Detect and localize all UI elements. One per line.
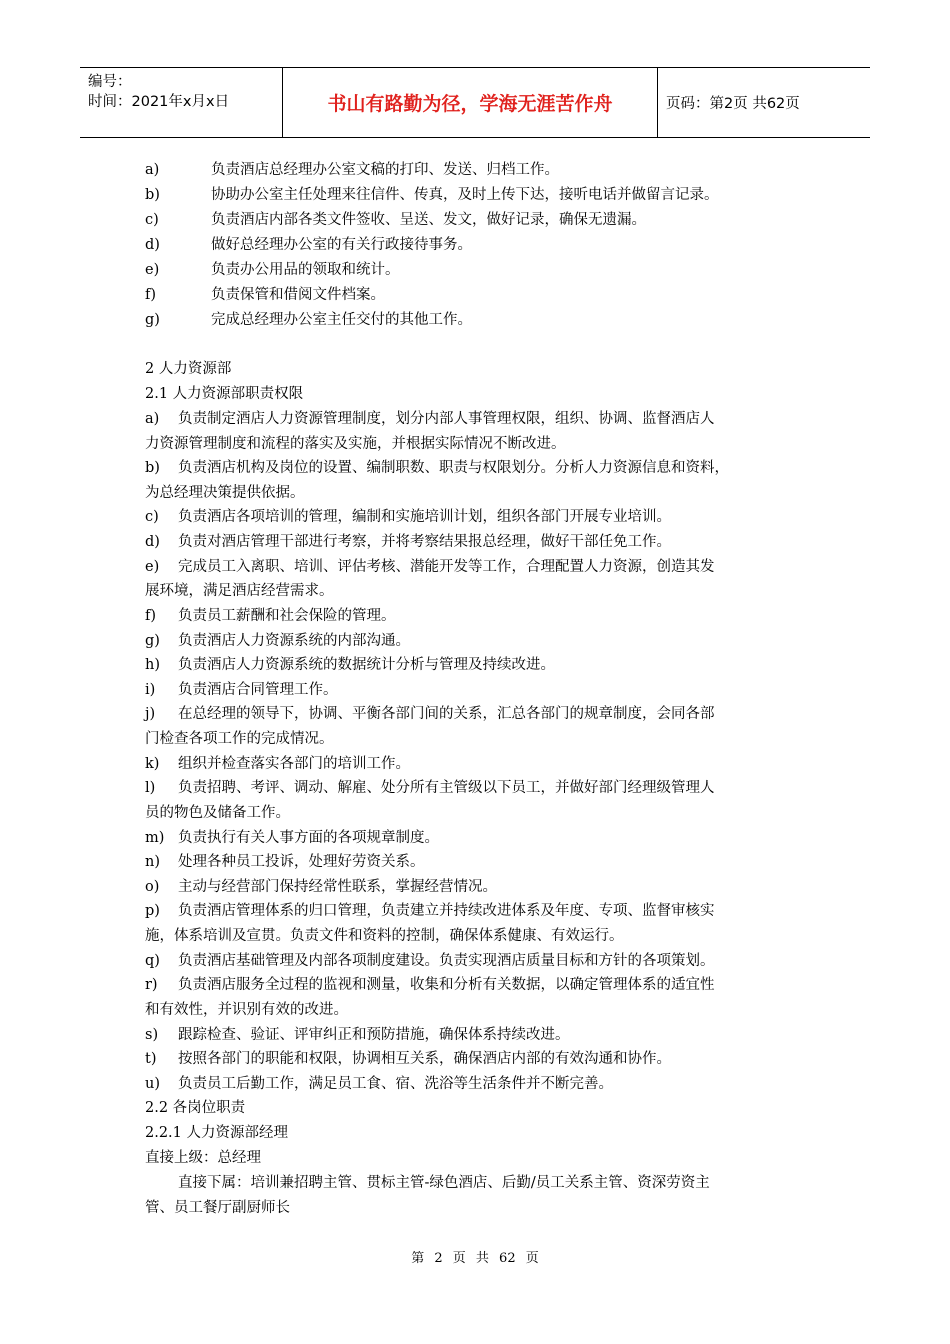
list-item — [145, 631, 410, 651]
list-item — [145, 877, 497, 897]
list-item-text: 主动与经营部门保持经常性联系，掌握经营情况。 — [178, 879, 497, 895]
list-item-label: h) — [145, 657, 160, 673]
list-item-label: m) — [145, 830, 165, 846]
list-item-text: 跟踪检查、验证、评审纠正和预防措施，确保体系持续改进。 — [178, 1027, 570, 1043]
text-line — [145, 581, 334, 601]
list-item-text: 2 人力资源部 — [145, 361, 232, 377]
list-item-text: 完成总经理办公室主任交付的其他工作。 — [211, 312, 472, 328]
list-item-text: 负责酒店机构及岗位的设置、编制职数、职责与权限划分。分析人力资源信息和资料， — [178, 460, 729, 476]
document-date: 时间：2021年x月x日 — [88, 94, 230, 110]
list-item-text: 2.1 人力资源部职责权限 — [145, 386, 304, 402]
list-item-text: 负责酒店总经理办公室文稿的打印、发送、归档工作。 — [211, 162, 559, 178]
list-item-label: k) — [145, 756, 160, 772]
list-item-label: n) — [145, 854, 160, 870]
list-item — [145, 235, 472, 255]
list-item — [145, 310, 472, 330]
list-item — [145, 754, 410, 774]
list-item — [145, 901, 715, 921]
list-item-text: 负责酒店基础管理及内部各项制度建设。负责实现酒店质量目标和方针的各项策划。 — [178, 953, 715, 969]
list-item-text: 负责招聘、考评、调动、解雇、处分所有主管级以下员工，并做好部门经理级管理人 — [178, 780, 715, 796]
list-item — [145, 951, 715, 971]
list-item-text: 力资源管理制度和流程的落实及实施，并根据实际情况不断改进。 — [145, 436, 566, 452]
list-item-text: 负责办公用品的领取和统计。 — [211, 262, 400, 278]
list-item-text: 2.2.1 人力资源部经理 — [145, 1125, 289, 1141]
text-line — [145, 803, 290, 823]
list-item-text: 展环境，满足酒店经营需求。 — [145, 583, 334, 599]
list-item-label: b) — [145, 187, 160, 203]
list-item-text: 负责对酒店管理干部进行考察，并将考察结果报总经理，做好干部任免工作。 — [178, 534, 671, 550]
header-page-code: 页码：第2页 共62页 — [666, 96, 800, 112]
page-footer: 第 2 页 共 62 页 — [411, 1251, 539, 1266]
list-item-label: r) — [145, 977, 158, 993]
list-item — [145, 1074, 613, 1094]
list-item-text: 施，体系培训及宣贯。负责文件和资料的控制，确保体系健康、有效运行。 — [145, 928, 624, 944]
list-item — [145, 532, 671, 552]
text-line — [145, 483, 305, 503]
list-item — [145, 260, 400, 280]
text-line — [178, 1173, 710, 1193]
list-item-text: 负责酒店内部各类文件签收、呈送、发文，做好记录，确保无遗漏。 — [211, 212, 646, 228]
list-item-label: q) — [145, 953, 160, 969]
header-motto: 书山有路勤为径，学海无涯苦作舟 — [283, 68, 658, 137]
list-item-text: 门检查各项工作的完成情况。 — [145, 731, 334, 747]
list-item-text: 处理各种员工投诉，处理好劳资关系。 — [178, 854, 425, 870]
text-line — [145, 1148, 261, 1168]
text-line — [145, 359, 231, 379]
list-item-text: 为总经理决策提供依据。 — [145, 485, 305, 501]
list-item — [145, 507, 671, 527]
list-item-text: 负责酒店服务全过程的监视和测量，收集和分析有关数据，以确定管理体系的适宜性 — [178, 977, 715, 993]
text-line — [145, 1098, 245, 1118]
list-item-text: 负责酒店管理体系的归口管理，负责建立并持续改进体系及年度、专项、监督审核实 — [178, 903, 715, 919]
list-item-label: j) — [145, 706, 156, 722]
list-item-label: f) — [145, 287, 157, 303]
list-item-text: 直接上级：总经理 — [145, 1150, 261, 1166]
list-item-label: c) — [145, 212, 159, 228]
list-item-label: b) — [145, 460, 160, 476]
list-item — [145, 1025, 570, 1045]
list-item-text: 和有效性，并识别有效的改进。 — [145, 1002, 348, 1018]
page-header — [80, 67, 870, 138]
list-item-label: l) — [145, 780, 156, 796]
list-item-text: 组织并检查落实各部门的培训工作。 — [178, 756, 410, 772]
list-item — [145, 160, 559, 180]
list-item-text: 直接下属：培训兼招聘主管、贯标主管-绿色酒店、后勤/员工关系主管、资深劳资主 — [178, 1175, 710, 1191]
list-item-label: e) — [145, 559, 160, 575]
list-item-text: 负责保管和借阅文件档案。 — [211, 287, 385, 303]
list-item — [145, 210, 646, 230]
list-item — [145, 778, 715, 798]
list-item-label: s) — [145, 1027, 159, 1043]
list-item-text: 协助办公室主任处理来往信件、传真，及时上传下达，接听电话并做留言记录。 — [211, 187, 719, 203]
list-item — [145, 828, 439, 848]
list-item-text: 负责酒店人力资源系统的内部沟通。 — [178, 633, 410, 649]
list-item-text: 负责制定酒店人力资源管理制度，划分内部人事管理权限，组织、协调、监督酒店人 — [178, 411, 715, 427]
list-item-text: 负责执行有关人事方面的各项规章制度。 — [178, 830, 439, 846]
list-item-label: d) — [145, 534, 160, 550]
list-item-label: c) — [145, 509, 159, 525]
text-line — [145, 434, 566, 454]
text-line — [145, 1198, 290, 1218]
list-item-label: d) — [145, 237, 160, 253]
list-item-label: e) — [145, 262, 160, 278]
list-item — [145, 1049, 671, 1069]
list-item-label: f) — [145, 608, 157, 624]
list-item — [145, 852, 425, 872]
document-number-label: 编号： — [88, 74, 132, 90]
list-item-text: 完成员工入离职、培训、评估考核、潜能开发等工作，合理配置人力资源，创造其发 — [178, 559, 715, 575]
list-item-label: a) — [145, 411, 160, 427]
list-item — [145, 185, 719, 205]
list-item-text: 负责酒店合同管理工作。 — [178, 682, 338, 698]
list-item-text: 2.2 各岗位职责 — [145, 1100, 246, 1116]
list-item — [145, 285, 385, 305]
text-line — [145, 729, 334, 749]
list-item-label: p) — [145, 903, 160, 919]
list-item-text: 员的物色及储备工作。 — [145, 805, 290, 821]
list-item-label: g) — [145, 312, 160, 328]
list-item — [145, 409, 715, 429]
list-item-text: 在总经理的领导下，协调、平衡各部门间的关系，汇总各部门的规章制度，会同各部 — [178, 706, 715, 722]
list-item-text: 负责员工后勤工作，满足员工食、宿、洗浴等生活条件并不断完善。 — [178, 1076, 613, 1092]
list-item-label: i) — [145, 682, 156, 698]
list-item — [145, 975, 715, 995]
list-item — [145, 655, 555, 675]
list-item-label: o) — [145, 879, 160, 895]
list-item — [145, 680, 338, 700]
header-meta — [80, 68, 283, 137]
list-item — [145, 458, 729, 478]
text-line — [145, 1123, 288, 1143]
list-item-text: 负责酒店人力资源系统的数据统计分析与管理及持续改进。 — [178, 657, 555, 673]
list-item-label: t) — [145, 1051, 157, 1067]
list-item-text: 按照各部门的职能和权限，协调相互关系，确保酒店内部的有效沟通和协作。 — [178, 1051, 671, 1067]
text-line — [145, 926, 624, 946]
list-item-label: g) — [145, 633, 160, 649]
list-item-text: 负责员工薪酬和社会保险的管理。 — [178, 608, 396, 624]
list-item-text: 管、员工餐厅副厨师长 — [145, 1200, 290, 1216]
list-item-label: a) — [145, 162, 160, 178]
list-item-label: u) — [145, 1076, 160, 1092]
text-line — [145, 1000, 348, 1020]
list-item — [145, 704, 715, 724]
list-item — [145, 606, 396, 626]
list-item-text: 负责酒店各项培训的管理，编制和实施培训计划，组织各部门开展专业培训。 — [178, 509, 671, 525]
text-line — [145, 384, 303, 404]
list-item — [145, 557, 715, 577]
list-item-text: 做好总经理办公室的有关行政接待事务。 — [211, 237, 472, 253]
